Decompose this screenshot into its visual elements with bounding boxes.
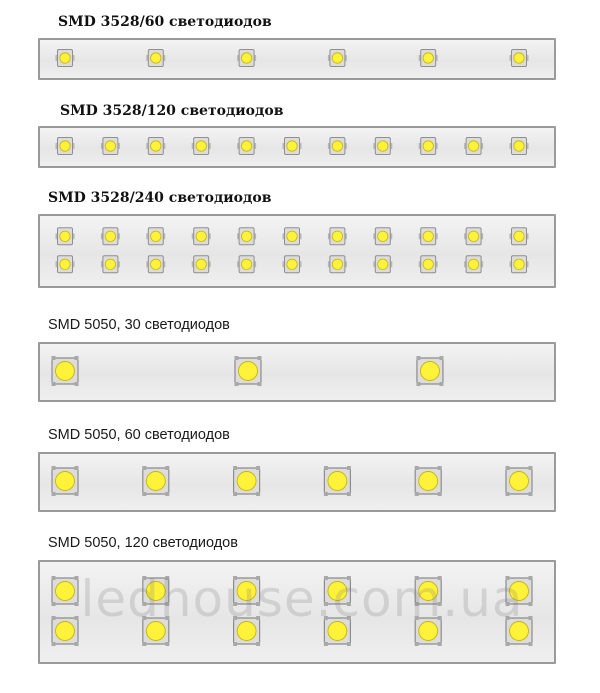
led-chip-icon <box>233 466 260 496</box>
led-strip-5050-120 <box>38 560 556 664</box>
led-chip-icon <box>506 466 533 496</box>
led-chip-icon <box>419 256 438 273</box>
led-chip-icon <box>101 138 120 155</box>
led-chip-icon <box>506 616 533 646</box>
led-strip-5050-60 <box>38 452 556 512</box>
led-chip-icon <box>237 50 256 67</box>
led-chip-icon <box>419 228 438 245</box>
led-chip-icon <box>324 576 351 606</box>
led-strip-3528-240 <box>38 214 556 288</box>
led-chip-icon <box>283 256 302 273</box>
led-chip-icon <box>192 138 211 155</box>
led-chip-icon <box>233 616 260 646</box>
strip-leds <box>40 128 554 166</box>
led-chip-icon <box>237 138 256 155</box>
led-chip-icon <box>142 466 169 496</box>
watermark: ledhouse.com.ua <box>80 570 524 628</box>
led-chip-icon <box>324 616 351 646</box>
led-chip-icon <box>283 138 302 155</box>
led-chip-icon <box>233 576 260 606</box>
strip-title-3528-60: SMD 3528/60 светодиодов <box>58 14 272 30</box>
strip-leds <box>40 344 554 400</box>
led-chip-icon <box>52 616 79 646</box>
strip-title-5050-120: SMD 5050, 120 светодиодов <box>48 535 238 551</box>
strip-leds <box>40 562 554 662</box>
led-chip-icon <box>373 256 392 273</box>
strip-leds <box>40 216 554 286</box>
led-chip-icon <box>146 256 165 273</box>
led-strip-5050-30 <box>38 342 556 402</box>
led-chip-icon <box>101 228 120 245</box>
led-chip-icon <box>283 228 302 245</box>
led-chip-icon <box>415 616 442 646</box>
led-chip-icon <box>415 576 442 606</box>
led-strip-3528-60 <box>38 38 556 80</box>
led-chip-icon <box>234 356 261 386</box>
led-chip-icon <box>510 256 529 273</box>
led-chip-icon <box>101 256 120 273</box>
led-strip-3528-120 <box>38 126 556 168</box>
strip-leds <box>40 454 554 510</box>
strip-leds <box>40 40 554 78</box>
led-chip-icon <box>56 50 75 67</box>
led-chip-icon <box>146 228 165 245</box>
led-chip-icon <box>415 466 442 496</box>
led-chip-icon <box>192 228 211 245</box>
led-chip-icon <box>192 256 211 273</box>
led-chip-icon <box>328 256 347 273</box>
led-chip-icon <box>237 228 256 245</box>
led-chip-icon <box>464 256 483 273</box>
led-chip-icon <box>142 576 169 606</box>
led-chip-icon <box>56 256 75 273</box>
strip-title-5050-60: SMD 5050, 60 светодиодов <box>48 427 230 443</box>
led-chip-icon <box>373 228 392 245</box>
strip-title-3528-120: SMD 3528/120 светодиодов <box>60 103 284 119</box>
strip-title-5050-30: SMD 5050, 30 светодиодов <box>48 317 230 333</box>
led-chip-icon <box>510 138 529 155</box>
led-chip-icon <box>328 50 347 67</box>
led-chip-icon <box>464 138 483 155</box>
led-chip-icon <box>56 138 75 155</box>
led-chip-icon <box>416 356 443 386</box>
led-chip-icon <box>510 228 529 245</box>
led-chip-icon <box>146 50 165 67</box>
led-chip-icon <box>506 576 533 606</box>
led-chip-icon <box>373 138 392 155</box>
led-chip-icon <box>328 228 347 245</box>
led-chip-icon <box>52 466 79 496</box>
led-chip-icon <box>146 138 165 155</box>
led-chip-icon <box>464 228 483 245</box>
strip-title-3528-240: SMD 3528/240 светодиодов <box>48 190 272 206</box>
led-chip-icon <box>52 356 79 386</box>
led-chip-icon <box>419 50 438 67</box>
led-chip-icon <box>237 256 256 273</box>
led-chip-icon <box>52 576 79 606</box>
led-chip-icon <box>142 616 169 646</box>
led-chip-icon <box>419 138 438 155</box>
led-chip-icon <box>328 138 347 155</box>
led-chip-icon <box>510 50 529 67</box>
led-chip-icon <box>56 228 75 245</box>
led-chip-icon <box>324 466 351 496</box>
